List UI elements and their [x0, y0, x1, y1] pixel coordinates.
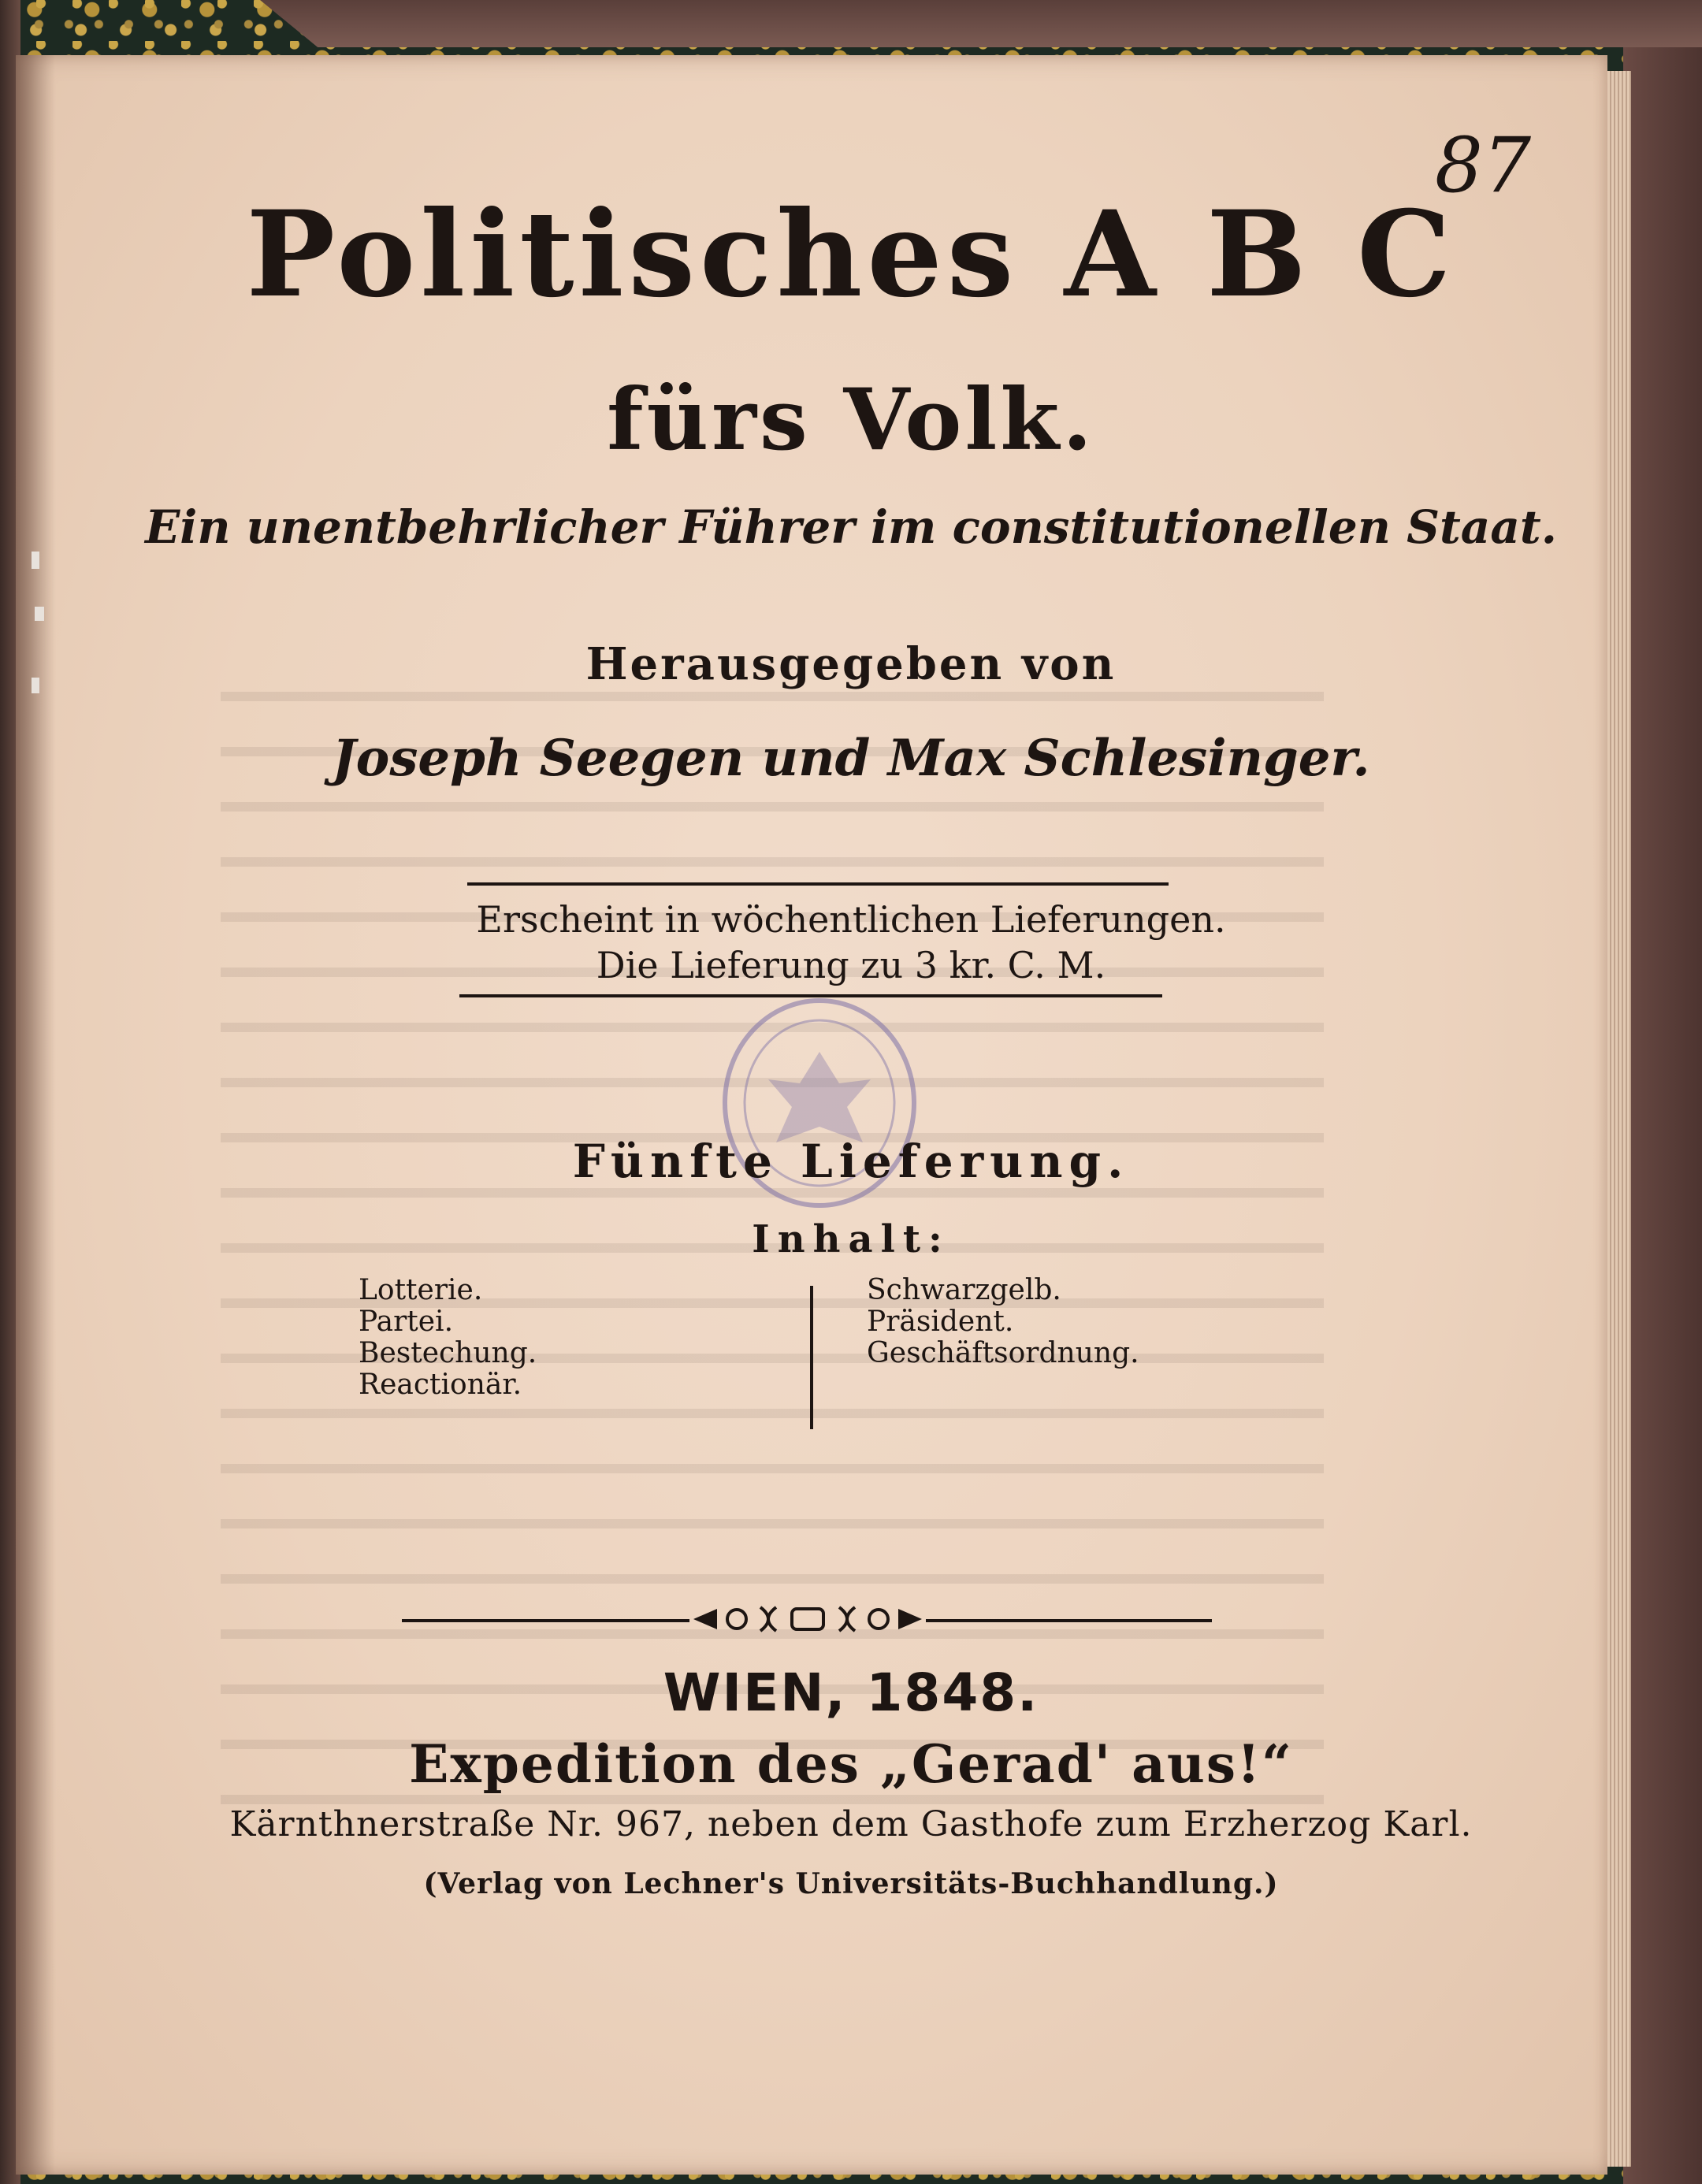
contents-item: Partei. — [359, 1306, 454, 1338]
cover-corner-right — [1623, 47, 1702, 2184]
contents-item: Präsident. — [867, 1306, 1014, 1338]
price-line: Die Lieferung zu 3 kr. C. M. — [596, 944, 1106, 986]
issue-label: Fünfte Lieferung. — [572, 1135, 1130, 1188]
rule-top — [467, 882, 1169, 886]
publisher-address: Kärnthnerstraße Nr. 967, neben dem Gasthofe zum Erzherzog Karl. — [229, 1804, 1473, 1844]
contents-item: Schwarzgelb. — [867, 1274, 1061, 1306]
editors-intro: Herausgegeben von — [585, 638, 1117, 690]
contents-item: Bestechung. — [359, 1337, 537, 1369]
ornament-icon — [693, 1593, 922, 1645]
contents-heading: Inhalt: — [752, 1217, 950, 1261]
contents-divider — [810, 1286, 813, 1429]
contents-right-column — [867, 1275, 1139, 1369]
cover-corner-top — [260, 0, 1702, 47]
editors: Joseph Seegen und Max Schlesinger. — [332, 729, 1370, 788]
contents-item: Reactionär. — [359, 1369, 522, 1401]
margin-marks — [24, 544, 63, 717]
contents-item: Geschäftsordnung. — [867, 1337, 1139, 1369]
ornament-line-left — [402, 1619, 689, 1622]
rule-bottom — [459, 994, 1162, 997]
publication-frequency: Erscheint in wöchentlichen Lieferungen. — [476, 898, 1226, 941]
page-subtitle: fürs Volk. — [607, 370, 1095, 470]
contents-item: Lotterie. — [359, 1274, 483, 1306]
page-title: Politisches A B C — [246, 185, 1456, 324]
publisher: Expedition des „Gerad' aus!“ — [409, 1733, 1293, 1795]
place-and-year: WIEN, 1848. — [663, 1662, 1039, 1723]
tagline: Ein unentbehrlicher Führer im constitutionellen Staat. — [145, 500, 1557, 554]
verlag-note: (Verlag von Lechner's Universitäts-Buchhandlung.) — [423, 1867, 1279, 1900]
svg-text:87: 87 — [1434, 121, 1532, 210]
ornament-line-right — [926, 1619, 1212, 1622]
contents-left-column — [359, 1275, 537, 1401]
